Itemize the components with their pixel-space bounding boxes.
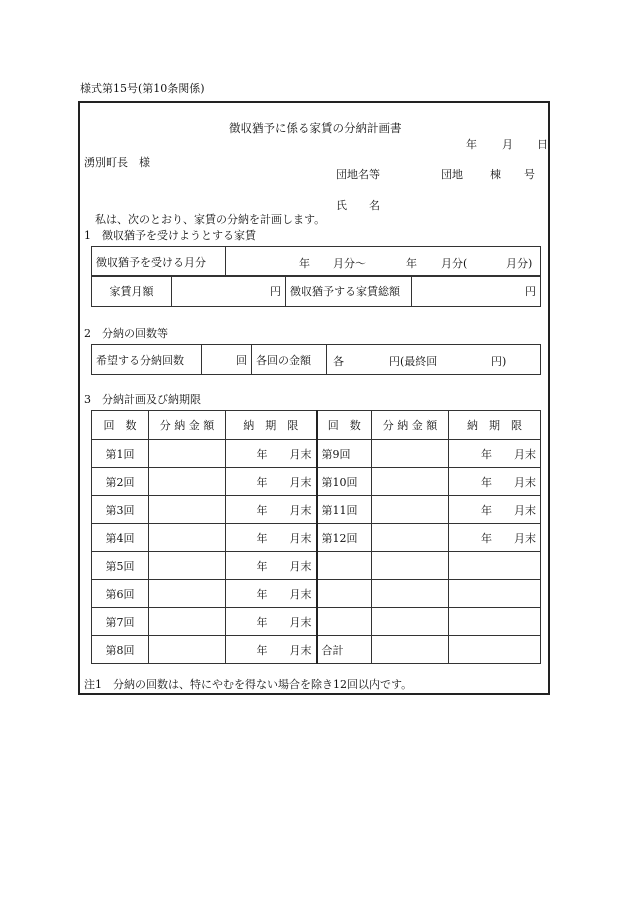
total-label: 合計 [317, 636, 372, 664]
installment-label: 第7回 [92, 608, 149, 636]
table-row [92, 608, 541, 636]
installment-label: 第10回 [317, 468, 372, 496]
due-cell: 年 月末 [226, 524, 317, 552]
schedule-table [91, 410, 541, 664]
amount-each-label: 各回の金額 [252, 345, 327, 375]
header-amount-right: 分 納 金 額 [372, 411, 449, 440]
amount-final-prefix: 円(最終回 [389, 355, 438, 368]
period-end-year: 年 [406, 257, 417, 270]
amount-final-suffix: 円) [491, 355, 507, 368]
installment-label: 第3回 [92, 496, 149, 524]
complex-label: 団地名等 [336, 168, 380, 181]
amount-cell [149, 552, 226, 580]
period-start-month: 月分～ [333, 257, 366, 270]
amount-each-prefix: 各 [333, 355, 344, 368]
intro-text: 私は、次のとおり、家賃の分納を計画します。 [95, 213, 326, 226]
installment-label [317, 552, 372, 580]
section1-table-row2 [91, 275, 541, 307]
amount-cell [149, 580, 226, 608]
due-cell: 年 月末 [226, 608, 317, 636]
section1-table [91, 246, 541, 277]
installment-label: 第4回 [92, 524, 149, 552]
footnote: 注1 分納の回数は、特にやむを得ない場合を除き12回以内です。 [84, 678, 413, 691]
period-value [226, 247, 541, 277]
amount-cell [149, 496, 226, 524]
installments-unit: 回 [202, 345, 252, 375]
monthly-rent-label: 家賃月額 [92, 276, 172, 307]
total-due-cell [449, 636, 541, 664]
table-row [92, 468, 541, 496]
amount-cell [372, 608, 449, 636]
date-year: 年 [466, 138, 477, 151]
amount-cell [372, 580, 449, 608]
due-cell: 年 月末 [226, 580, 317, 608]
form-number: 様式第15号(第10条関係) [80, 82, 205, 95]
complex-field-unit: 号 [524, 168, 535, 181]
due-cell [449, 608, 541, 636]
date-month: 月 [502, 138, 513, 151]
name-label: 氏 名 [336, 199, 380, 212]
complex-field-building: 棟 [490, 168, 501, 181]
period-start-year: 年 [299, 257, 310, 270]
installment-label: 第2回 [92, 468, 149, 496]
table-row [92, 636, 541, 664]
addressee: 湧別町長 様 [84, 156, 150, 169]
header-amount: 分 納 金 額 [149, 411, 226, 440]
table-row [92, 440, 541, 468]
installment-label: 第9回 [317, 440, 372, 468]
complex-field-danchi: 団地 [441, 168, 463, 181]
total-amount-cell [372, 636, 449, 664]
installment-label: 第1回 [92, 440, 149, 468]
header-due: 納 期 限 [226, 411, 317, 440]
installment-label: 第12回 [317, 524, 372, 552]
section3-heading: 3 分納計画及び納期限 [84, 393, 201, 406]
amount-cell [372, 496, 449, 524]
amount-cell [149, 636, 226, 664]
due-cell [449, 552, 541, 580]
schedule-header-row [92, 411, 541, 440]
due-cell: 年 月末 [226, 468, 317, 496]
section2-heading: 2 分納の回数等 [84, 327, 168, 340]
table-row [92, 496, 541, 524]
installment-label: 第6回 [92, 580, 149, 608]
amount-cell [372, 440, 449, 468]
due-cell [449, 580, 541, 608]
amount-cell [149, 440, 226, 468]
period-label: 徴収猶予を受ける月分 [92, 247, 226, 277]
header-count-right: 回 数 [317, 411, 372, 440]
amount-cell [149, 524, 226, 552]
total-deferred-unit: 円 [412, 276, 541, 307]
date-day: 日 [537, 138, 548, 151]
due-cell: 年 月末 [226, 636, 317, 664]
table-row [92, 580, 541, 608]
monthly-rent-unit: 円 [172, 276, 286, 307]
period-months: 月分) [506, 257, 533, 270]
header-count: 回 数 [92, 411, 149, 440]
installment-label [317, 608, 372, 636]
total-deferred-label: 徴収猶予する家賃総額 [286, 276, 412, 307]
section1-heading: 1 徴収猶予を受けようとする家賃 [84, 229, 256, 242]
amount-cell [149, 608, 226, 636]
header-due-right: 納 期 限 [449, 411, 541, 440]
section2-table [91, 344, 541, 375]
amount-cell [372, 524, 449, 552]
due-cell: 年 月末 [449, 468, 541, 496]
due-cell: 年 月末 [449, 440, 541, 468]
due-cell: 年 月末 [226, 496, 317, 524]
installment-label: 第8回 [92, 636, 149, 664]
installment-label [317, 580, 372, 608]
amount-cell [372, 468, 449, 496]
due-cell: 年 月末 [449, 496, 541, 524]
installment-label: 第5回 [92, 552, 149, 580]
due-cell: 年 月末 [226, 440, 317, 468]
amount-cell [372, 552, 449, 580]
table-row [92, 552, 541, 580]
installment-label: 第11回 [317, 496, 372, 524]
amount-cell [149, 468, 226, 496]
period-end-month: 月分( [441, 257, 468, 270]
due-cell: 年 月末 [449, 524, 541, 552]
installments-label: 希望する分納回数 [92, 345, 202, 375]
document-title: 徴収猶予に係る家賃の分納計画書 [229, 121, 402, 135]
table-row [92, 524, 541, 552]
due-cell: 年 月末 [226, 552, 317, 580]
amount-each-value [327, 345, 541, 375]
